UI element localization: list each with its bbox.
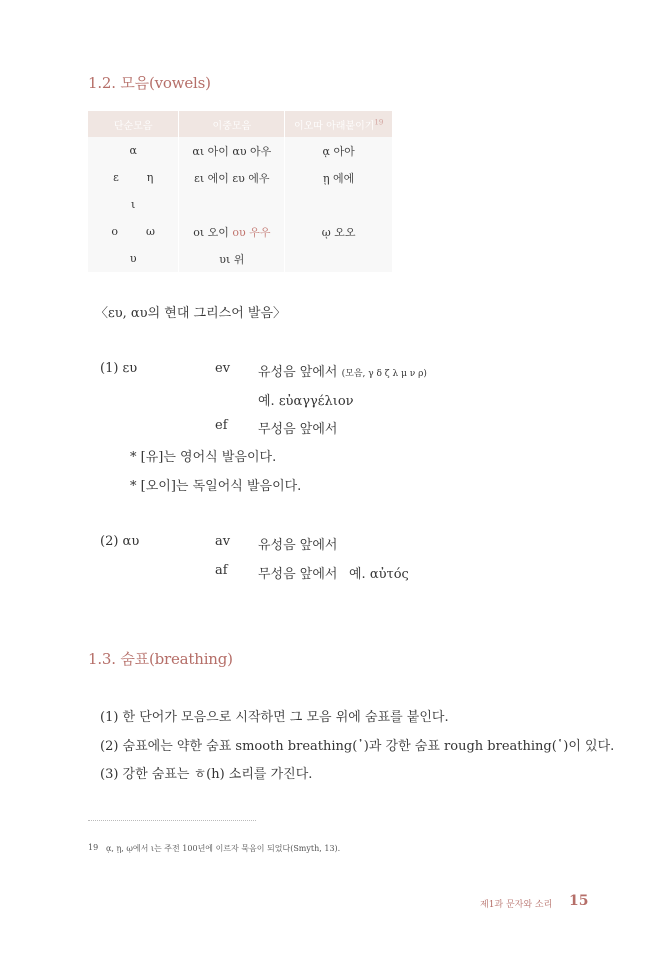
table-cell: υ <box>88 245 179 272</box>
item2-label: (2) αυ <box>100 534 140 549</box>
table-cell: ῳ 오오 <box>285 218 392 245</box>
item1-ev-desc: 유성음 앞에서 (모음, γ δ ζ λ μ ν ρ) <box>258 365 427 380</box>
section-heading-breathing: 1.3. 숨표(breathing) <box>88 650 233 668</box>
table-header: 단순모음 <box>88 111 179 137</box>
breathing-line-1: (1) 한 단어가 모음으로 시작하면 그 모음 위에 숨표를 붙인다. <box>100 710 449 725</box>
breathing-line-2: (2) 숨표에는 약한 숨표 smooth breathing(᾿)과 강한 숨표 rough breathing(῾)이 있다. <box>100 739 615 754</box>
table-header: 이중모음 <box>179 111 285 137</box>
table-cell: αι 아이 αυ 아우 <box>179 137 285 164</box>
table-cell <box>285 245 392 272</box>
table-header: 이오따 아래붙이기$^{19}$ <box>285 111 392 137</box>
table-cell: ῃ 에에 <box>285 164 392 191</box>
item2-af-desc: 무성음 앞에서 <box>258 567 338 582</box>
table-cell: ο ω <box>88 218 179 245</box>
section-heading-vowels: 1.2. 모음(vowels) <box>88 74 211 92</box>
table-row <box>88 137 392 164</box>
table-row <box>88 191 392 218</box>
table-row <box>88 218 392 245</box>
footnote-number: 19 <box>88 843 99 852</box>
table-header-row <box>88 111 392 137</box>
voiced-list: (모음, γ δ ζ λ μ ν ρ) <box>341 369 427 379</box>
table-cell: οι 오이 ου 우우 <box>179 218 285 245</box>
table-cell <box>285 191 392 218</box>
table-cell: υι 위 <box>179 245 285 272</box>
item2-example: 예. αὐτός <box>349 567 409 582</box>
table-cell <box>179 191 285 218</box>
table-cell: ει 에이 ευ 에우 <box>179 164 285 191</box>
item1-label: (1) ευ <box>100 361 138 376</box>
item1-ef-desc: 무성음 앞에서 <box>258 422 338 437</box>
table-cell: α <box>88 137 179 164</box>
table-row <box>88 164 392 191</box>
note-english: * [유]는 영어식 발음이다. <box>130 450 277 465</box>
item2-av: av <box>215 534 231 549</box>
accent-diphthong: ου 우우 <box>232 225 271 239</box>
item2-af: af <box>215 563 228 578</box>
table-cell: ᾳ 아아 <box>285 137 392 164</box>
vowel-table <box>88 111 392 272</box>
breathing-line-3: (3) 강한 숨표는 ㅎ(h) 소리를 가진다. <box>100 767 313 782</box>
item2-av-desc: 유성음 앞에서 <box>258 538 338 553</box>
chapter-label: 제1과 문자와 소리 <box>480 900 553 910</box>
item1-example: 예. εὐαγγέλιον <box>258 394 354 409</box>
pronunciation-title: 〈ευ, αυ의 현대 그리스어 발음〉 <box>95 306 287 321</box>
item1-ev: ev <box>215 361 231 376</box>
table-cell: ε η <box>88 164 179 191</box>
note-german: * [오이]는 독일어식 발음이다. <box>130 479 302 494</box>
table-cell: ι <box>88 191 179 218</box>
footnote-divider <box>88 820 256 821</box>
page-number: 15 <box>569 893 589 909</box>
item1-ef: ef <box>215 418 228 433</box>
footnote-text: ᾳ, ῃ, ῳ에서 ι는 주전 100년에 이르자 묵음이 되었다(Smyth, 13). <box>106 844 341 853</box>
footnote-marker: 19 <box>374 118 384 127</box>
table-row <box>88 245 392 272</box>
